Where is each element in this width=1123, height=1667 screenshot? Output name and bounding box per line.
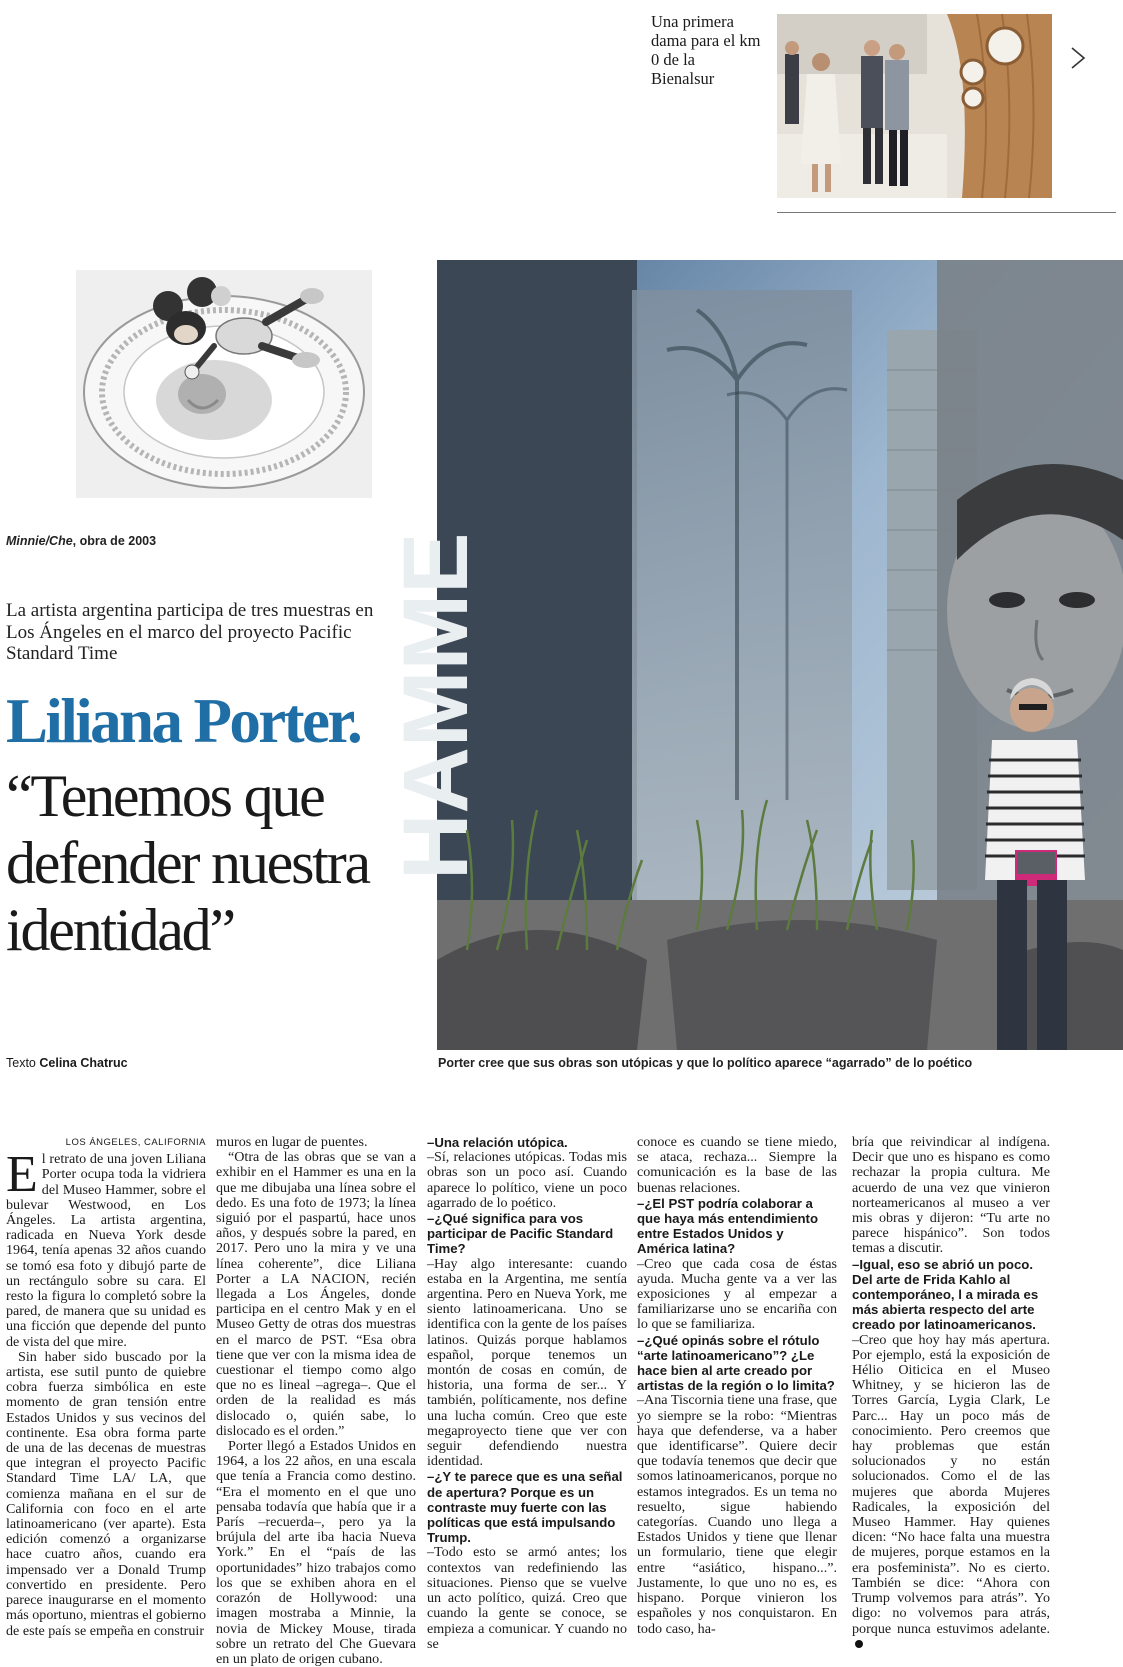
promo-photo-art [777, 14, 1052, 198]
article-column-1 [6, 1135, 206, 1639]
article-column-4 [637, 1135, 837, 1637]
article-column-3 [427, 1135, 627, 1652]
col2-para-3: Porter llegó a Estados Unidos en 1964, a los 22 años, en una escala que tenía a Francia como destino. “Era el momento en el que uno pensaba todavía que había que ir a París –recuerda–, pero ya la brújula del arte iba hacia Nueva York.” En el “país de las oportunidades” hizo trabajos como los que se exhiben ahora en el corazón de Hollywood: una imagen mostraba a Minnie, la novia de Mickey Mouse, tirada sobre un retrato del Che Guevara en un plato de origen cubano. [216, 1438, 416, 1667]
promo-photo [777, 14, 1052, 198]
dateline: LOS ÁNGELES, CALIFORNIA [65, 1137, 206, 1148]
plate-caption-title: Minnie/Che [6, 534, 73, 548]
hammer-museum-window-photo [385, 260, 1123, 1050]
end-mark-icon [855, 1640, 863, 1648]
drop-cap: E [6, 1146, 38, 1204]
headline-name: Liliana Porter. [6, 686, 361, 756]
question-1: –Una relación utópica. [427, 1135, 568, 1150]
plate-caption [6, 534, 156, 548]
question-6: –Igual, eso se abrió un poco. Del arte de Frida Kahlo al contemporáneo, l a mirada es más abierta respecto del arte creado por latinoamericanos. [852, 1256, 1039, 1333]
promo-divider [777, 212, 1116, 213]
byline-label: Texto [6, 1056, 36, 1070]
answer-1: –Sí, relaciones utópicas. Todas mis obras son un poco así. Cuando aparece lo político, viene un poco agarrado de lo poético. [427, 1149, 627, 1211]
plate-caption-rest: , obra de 2003 [72, 534, 157, 548]
answer-2: –Hay algo interesante: cuando estaba en la Argentina, me sentía argentina. Pero en Nueva York, me siento latinoamericana. Uno se identifica con la gente de los países latinos. Quizás porque hablamos español, porque tenemos un montón de cosas en común, de historia, una forma de ser... Y también, políticamente, nos define una lucha común. Creo que este megaproyecto tiene que ver con seguir defendiendo nuestra identidad. [427, 1255, 627, 1470]
col1-para-2: Sin haber sido buscado por la artista, ese sutil punto de quiebre cobra fuerza simbólica en este momento de gran tensión entre Estados Unidos y sus vecinos del continente. Esa obra forma parte de una de las decenas de muestras que integran el proyecto Pacific Standard Time LA/ LA, que comienza mañana en el sur de California con foco en el arte latinoamericano (ver aparte). Esta edición comenzó a organizarse hace cuatro años, cuando era impensado ver a Donald Trump convertido en presidente. Pero parece inaugurarse en el momento más oportuno, mientras el gobierno de este país se empeña en construir [6, 1348, 207, 1639]
answer-4: –Creo que cada cosa de éstas ayuda. Mucha gente va a ver las exposiciones y al empezar a familiarizarse uno se encariña con lo que se familiariza. [637, 1255, 837, 1333]
answer-3: –Todo esto se armó antes; los contextos van redefiniendo las situaciones. Pienso que se vuelve un acto político, quizá. Creo que cuando la gente se conoce, se empieza a comunicar. Y cuando no se [427, 1544, 627, 1652]
col2-para-1: muros en lugar de puentes. [216, 1134, 368, 1150]
chevron-right-icon[interactable] [1069, 46, 1089, 70]
article-column-2 [216, 1135, 416, 1667]
answer-5: –Ana Tiscornia tiene una frase, que yo siempre se la robo: “Mientras haya que defenderse, va a haber que identificarse”. Quiere decir que todavía tenemos que decir que somos latinoamericanos, porque no estamos integrados. Es un tema no resuelto, sigue habiendo categorías. Cuando uno llega a Estados Unidos y tiene que llenar un formulario, tiene que elegir entre “asiático, hispano...”. Justamente, lo que uno no es, es hispano. Porque vinieron los españoles y nos conquistaron. En todo caso, ha- [637, 1392, 837, 1637]
plate-artwork-photo [76, 270, 372, 498]
col1-para-1: l retrato de una joven Liliana Porter ocupa toda la vidriera del Museo Hammer, sobre el bulevar Westwood, en Los Ángeles. La artista argentina, radicada en Nueva York desde 1964, tenía apenas 32 años cuando se tomó esa foto y dibujó parte de un rectángulo sobre su cara. El resto la figura lo completó sobre la pared, de manera que su unidad es una ficción que depende del punto de vista del que mire. [6, 1151, 206, 1350]
main-photo-porter-hammer [385, 260, 1123, 1050]
col2-para-2: “Otra de las obras que se van a exhibir en el Hammer es una en la que me dibujaba una línea sobre el dedo. Es una foto de 1973; la línea siguió por el paspartú, hace unos años, y después sobre la pared, en 2017. Pero uno la mira y ve una línea coherente”, dice Liliana Porter a LA NACION, recién llegada a Los Ángeles, donde participa en el centro Mak y en el Museo Getty de otras dos muestras en el marco de PST. “Esa obra tiene que ver con la misma idea de cuestionar el tiempo como algo que no es lineal –agrega–. Que el orden de la realidad es más dislocado o, quién sabe, lo dislocado es el orden.” [216, 1149, 416, 1439]
promo-teaser[interactable] [651, 12, 1116, 212]
byline [6, 1056, 128, 1070]
main-photo-caption: Porter cree que sus obras son utópicas y que lo político aparece “agarrado” de lo poético [438, 1056, 973, 1070]
question-5: –¿Qué opinás sobre el rótulo “arte latinoamericano”? ¿Le hace bien al arte creado por artistas de la región o lo limita? [637, 1332, 835, 1394]
question-2: –¿Qué significa para vos participar de Pacific Standard Time? [427, 1211, 614, 1257]
answer-5-continued: bría que reivindicar al indígena. Decir que uno es hispano es como rechazar la propia cultura. Me acuerdo de una vez que vinieron norteamericanos al museo a ver mis obras y dijeron: “Tu arte no parece hispánico”. Son todos temas a discutir. [852, 1134, 1050, 1257]
question-3: –¿Y te parece que es una señal de apertura? Porque es un contraste muy fuerte con las políticas que está impulsando Trump. [427, 1469, 623, 1546]
promo-text[interactable]: Una primera dama para el km 0 de la Bienalsur [651, 12, 761, 88]
hammer-sign-letters: HAMME [385, 532, 487, 880]
byline-author: Celina Chatruc [39, 1056, 128, 1070]
answer-6: –Creo que hoy hay más apertura. Por ejemplo, está la exposición de Hélio Oiticica en el Museo Whitney, y se hicieron las de Torres García, Lygia Clark, Le Parc... Hay un poco más de conocimiento. Pero creemos que hay problemas que están solucionados y no están solucionados. Como el de las mujeres que aborda Mujeres Radicales, la exposición del Museo Hammer. Hay quienes dicen: “No hace falta una muestra de mujeres, porque estamos en la era posfeminista”. No es cierto. También se dice: “Ahora con Trump volvemos para atrás”. Yo digo: no volvemos para atrás, porque nunca estuvimos adelante. [852, 1331, 1050, 1637]
article-column-5 [852, 1135, 1050, 1652]
minnie-che-plate-image [76, 270, 372, 498]
headline-quote: “Tenemos que defender nuestra identidad” [6, 763, 369, 963]
answer-3-continued: conoce es cuando se tiene miedo, se ataca, rechaza... Siempre la comunicación es la base de las buenas relaciones. [637, 1134, 837, 1196]
question-4: –¿El PST podría colaborar a que haya más entendimiento entre Estados Unidos y América latina? [637, 1195, 819, 1257]
article-kicker: La artista argentina participa de tres muestras en Los Ángeles en el marco del proyecto Pacific Standard Time [6, 600, 374, 664]
